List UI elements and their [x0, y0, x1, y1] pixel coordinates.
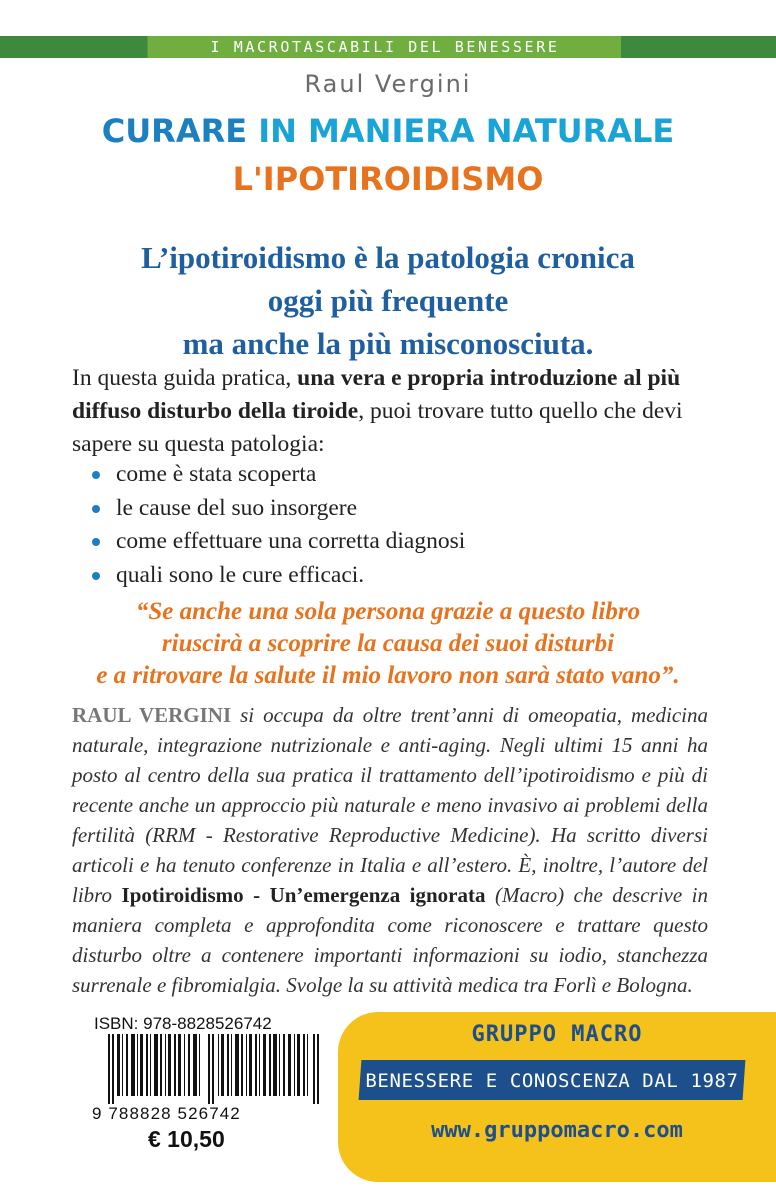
author-name: Raul Vergini	[304, 70, 472, 98]
topics-list	[92, 458, 465, 592]
title-words-maniera-naturale: IN MANIERA NATURALE	[258, 112, 675, 150]
bio-text-1: si occupa da oltre trent’anni di omeopatia, medicina naturale, integrazione nutrizionale e anti-aging. Negli ultimi 15 anni ha posto al centro della sua pratica il trattamento dell’ipotiroidismo e più di recente anche un approccio più naturale e meno invasivo ai problemi della fertilità (RRM - Restorative Reproductive Medicine). Ha scritto diversi articoli e ha tenuto conferenze in Italia e all’estero. È, inoltre, l’autore del libro	[72, 703, 708, 907]
publisher-website[interactable]: www.gruppomacro.com	[431, 1118, 683, 1143]
bullet-dot-icon	[92, 505, 100, 513]
book-title-line-1	[0, 112, 776, 150]
bio-text-2: che descrive in maniera completa e approfondita come riconoscere e trattare questo disturbo oltre a contenere importanti informazioni su iodio, stanchezza surrenale e fibromialgia. Svolge la su attività medica tra Forlì e Bologna.	[72, 883, 708, 997]
headline-line-1: L’ipotiroidismo è la patologia cronica	[141, 240, 635, 275]
bullet-dot-icon	[92, 538, 100, 546]
book-title-line-2: L'IPOTIROIDISMO	[232, 160, 544, 198]
barcode-icon	[108, 1034, 320, 1104]
intro-bold-text: una vera e propria introduzione al più diffuso disturbo della tiroide	[72, 365, 681, 424]
publisher-name: GRUPPO MACRO	[471, 1022, 643, 1047]
isbn-label: ISBN: 978-8828526742	[94, 1014, 272, 1033]
bullet-dot-icon	[92, 471, 100, 479]
headline	[0, 236, 776, 365]
quote-line-1: “Se anche una sola persona grazie a questo libro	[135, 598, 641, 625]
bio-author-name: RAUL VERGINI	[72, 703, 232, 727]
list-item: quali sono le cure efficaci.	[92, 559, 465, 593]
title-word-curare: CURARE	[101, 112, 248, 150]
bio-book-title: Ipotiroidismo - Un’emergenza ignorata	[121, 883, 486, 907]
publisher-slogan: BENESSERE E CONOSCENZA DAL 1987	[365, 1070, 739, 1092]
series-title: I MACROTASCABILI DEL BENESSERE	[210, 38, 560, 56]
headline-line-3: ma anche la più misconosciuta.	[182, 326, 594, 361]
author-quote	[40, 596, 736, 692]
list-item: le cause del suo insorgere	[92, 492, 465, 526]
isbn-digits: 9 788828 526742	[92, 1104, 241, 1123]
bullet-dot-icon	[92, 572, 100, 580]
bio-publisher-ref: (Macro)	[485, 883, 565, 907]
author-bio	[72, 700, 708, 1000]
list-item: come effettuare una corretta diagnosi	[92, 525, 465, 559]
quote-line-2: riuscirà a scoprire la causa dei suoi disturbi	[161, 630, 615, 657]
price: € 10,50	[148, 1126, 225, 1152]
intro-text-1: In questa guida pratica,	[72, 365, 298, 391]
list-item: come è stata scoperta	[92, 458, 465, 492]
quote-line-3: e a ritrovare la salute il mio lavoro non sarà stato vano”.	[96, 662, 680, 689]
intro-text-2: , puoi trovare tutto quello che devi sapere su questa patologia:	[72, 398, 683, 457]
headline-line-2: oggi più frequente	[267, 283, 509, 318]
intro-paragraph	[72, 362, 712, 461]
